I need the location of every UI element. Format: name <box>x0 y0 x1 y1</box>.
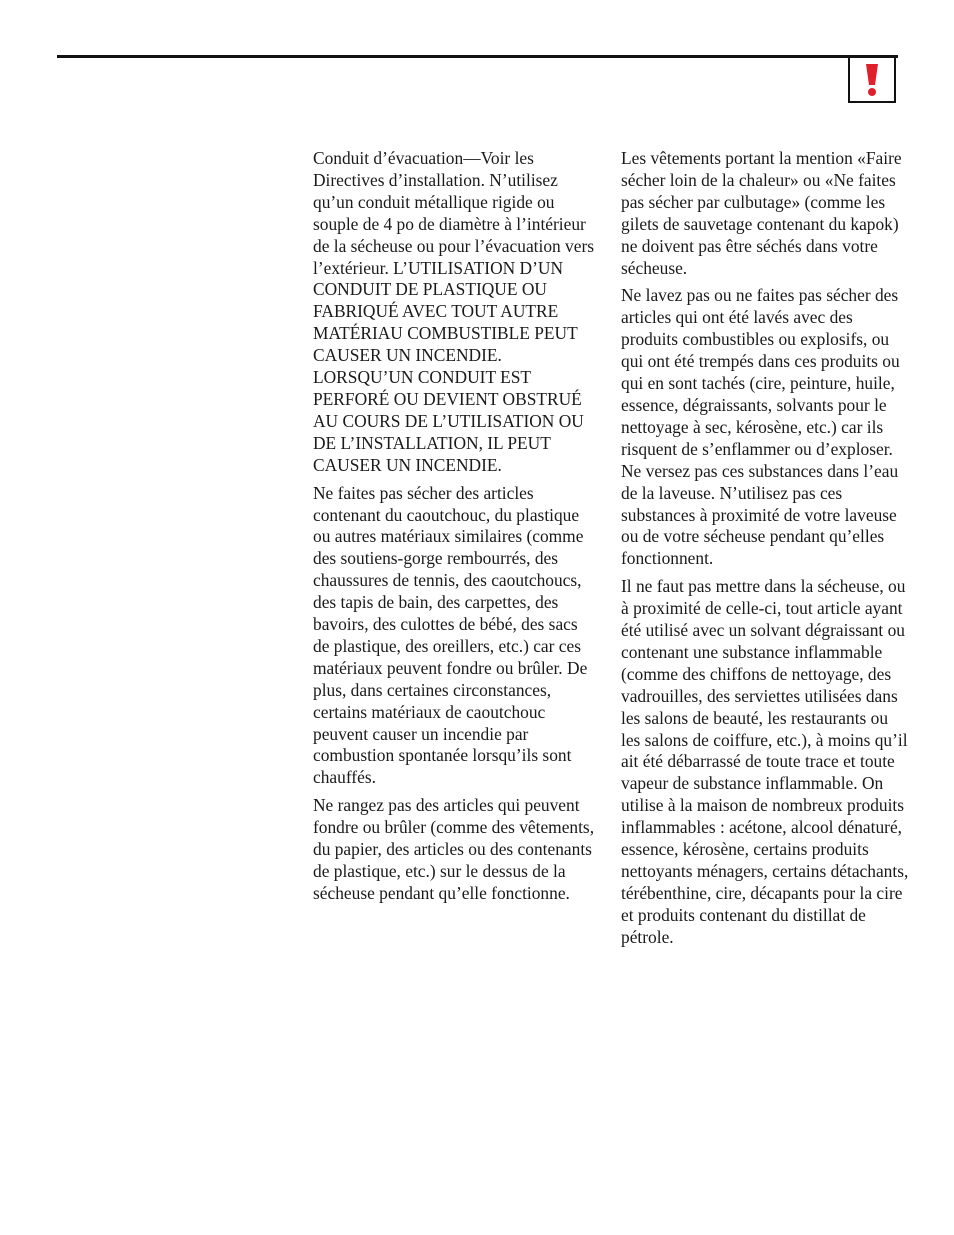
paragraph-combustible-products: Ne lavez pas ou ne faites pas sécher des articles qui ont été lavés avec des produits combustibles ou explosifs, ou qui ont été trempés dans ces produits ou qui en sont tachés (cire, peinture, huile, essence, dégraissants, solvants pour le nettoyage à sec, kérosène, etc.) car ils risquent de s’enflammer ou d’exploser. Ne versez pas ces substances dans l’eau de la laveuse. N’utilisez pas ces substances à proximité de votre laveuse ou de votre sécheuse pendant qu’elles fonctionnent. <box>621 285 900 569</box>
paragraph-flammable-solvents: Il ne faut pas mettre dans la sécheuse, ou à proximité de celle-ci, tout article ayant été utilisé avec un solvant dégraissant ou contenant une substance inflammable (comme des chiffons de nettoyage, des vadrouilles, des serviettes utilisées dans les salons de beauté, les restaurants ou les salons de coiffure, etc.), à moins qu’il ait été débarrassé de toute trace et toute vapeur de substance inflammable. On utilise à la maison de nombreux produits inflammables : acétone, alcool dénaturé, essence, kérosène, certains produits nettoyants ménagers, certains détachants, térébenthine, cire, décapants pour la cire et produits contenant du distillat de pétrole. <box>621 576 909 947</box>
right-column <box>621 148 911 955</box>
left-column <box>313 148 597 911</box>
warning-box <box>848 55 896 103</box>
paragraph-storage-on-top: Ne rangez pas des articles qui peuvent fondre ou brûler (comme des vêtements, du papier, des articles ou des contenants de plastique, etc.) sur le dessus de la sécheuse pendant qu’elle fonctionne. <box>313 795 595 903</box>
header-rule <box>57 55 898 58</box>
paragraph-heat-labels: Les vêtements portant la mention «Faire sécher loin de la chaleur» ou «Ne faites pas sécher par culbutage» (comme les gilets de sauvetage contenant du kapok) ne doivent pas être séchés dans votre sécheuse. <box>621 148 902 278</box>
paragraph-exhaust-duct: Conduit d’évacuation—Voir les Directives d’installation. N’utilisez qu’un conduit métallique rigide ou souple de 4 po de diamètre à l’intérieur de la sécheuse ou pour l’évacuation vers l’extérieur. L’UTILISATION D’UN CONDUIT DE PLASTIQUE OU FABRIQUÉ AVEC TOUT AUTRE MATÉRIAU COMBUSTIBLE PEUT CAUSER UN INCENDIE. LORSQU’UN CONDUIT EST PERFORÉ OU DEVIENT OBSTRUÉ AU COURS DE L’UTILISATION OU DE L’INSTALLATION, IL PEUT CAUSER UN INCENDIE. <box>313 148 595 475</box>
paragraph-rubber-items: Ne faites pas sécher des articles contenant du caoutchouc, du plastique ou autres matériaux similaires (comme des soutiens-gorge rembourrés, des chaussures de tennis, des caoutchoucs, des tapis de bain, des carpettes, des bavoirs, des culottes de bébé, des sacs de plastique, des oreillers, etc.) car ces matériaux peuvent fondre ou brûler. De plus, dans certaines circonstances, certains matériaux de caoutchouc peuvent causer un incendie par combustion spontanée lorsqu’ils sont chauffés. <box>313 482 588 788</box>
exclamation-icon <box>862 63 882 97</box>
